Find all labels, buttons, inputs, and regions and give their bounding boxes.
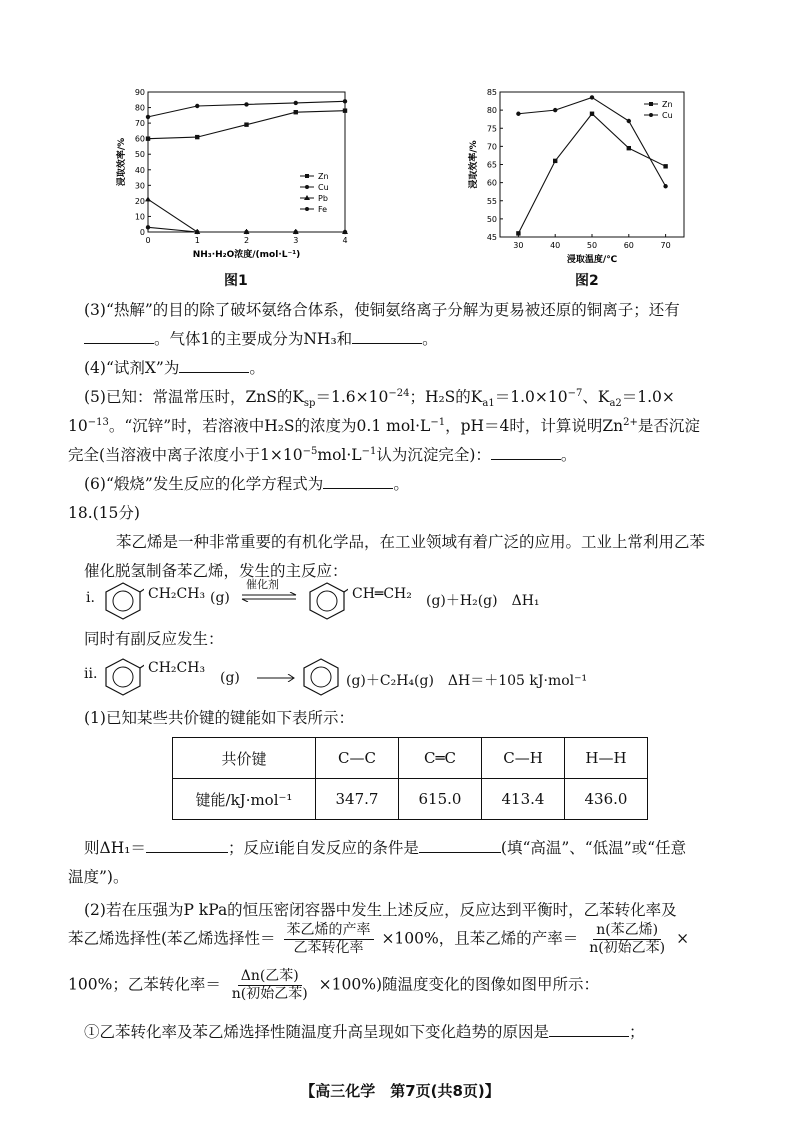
x-tick-label: 3 bbox=[293, 236, 299, 245]
answer-blank[interactable] bbox=[549, 1022, 629, 1037]
data-point bbox=[195, 135, 199, 139]
q18-part-1-question: 则ΔH₁＝ ；反应ⅰ能自发反应的条件是 (填“高温”、“低温”或“任意 bbox=[84, 839, 687, 857]
data-point bbox=[590, 95, 594, 99]
answer-blank[interactable] bbox=[179, 358, 249, 373]
q3-line-1: (3)“热解”的目的除了破坏氨络合体系，使铜氨络离子分解为更易被还原的铜离子；还有 bbox=[84, 301, 680, 319]
y-tick-label: 20 bbox=[134, 196, 145, 206]
data-point bbox=[145, 196, 151, 201]
legend-marker bbox=[305, 174, 309, 178]
x-tick-label: 40 bbox=[550, 241, 561, 250]
data-point bbox=[663, 164, 667, 168]
legend-marker bbox=[649, 102, 653, 106]
x-axis-label: 浸取温度/℃ bbox=[566, 255, 618, 265]
data-point bbox=[663, 184, 667, 188]
q3-line-2: 。气体1的主要成分为NH₃和 。 bbox=[84, 327, 438, 349]
y-tick-label: 40 bbox=[134, 165, 145, 175]
fraction: $\frac{\text{n(苯乙烯)}}{\text{n(初始乙苯)}}$ bbox=[589, 922, 666, 956]
y-axis-label: 浸取效率/% bbox=[117, 137, 127, 187]
y-tick-label: 70 bbox=[134, 119, 145, 129]
x-tick-label: 30 bbox=[513, 241, 524, 250]
data-point bbox=[343, 99, 347, 103]
benzene-ring-icon bbox=[102, 656, 144, 696]
series-line-zn bbox=[518, 114, 665, 234]
q5-line-3: 完全(当溶液中离子浓度小于$1\times 10^{-5}mol\cdot L^{-1}$认为沉淀完全)： 。 bbox=[68, 445, 577, 464]
y-tick-label: 50 bbox=[486, 214, 497, 224]
table-cell: 347.7 bbox=[316, 779, 399, 820]
q18-heading: 18.(15分) bbox=[68, 504, 140, 522]
data-point bbox=[627, 119, 631, 123]
answer-blank[interactable] bbox=[146, 838, 228, 853]
reaction-arrow-icon bbox=[256, 674, 296, 682]
fraction: $\frac{\text{Δn(乙苯)}}{\text{n(初始乙苯)}}$ bbox=[231, 968, 308, 1002]
table-row bbox=[173, 738, 648, 779]
x-tick-label: 60 bbox=[623, 241, 634, 250]
q18-intro-1: 苯乙烯是一种非常重要的有机化学品，在工业领域有着广泛的应用。工业上常利用乙苯 bbox=[116, 533, 706, 551]
answer-blank[interactable] bbox=[352, 329, 422, 344]
side-reaction-label: 同时有副反应发生： bbox=[84, 630, 224, 648]
data-point bbox=[244, 230, 248, 234]
data-point bbox=[195, 230, 199, 234]
y-tick-label: 45 bbox=[486, 233, 497, 242]
equilibrium-arrow-icon bbox=[240, 592, 298, 602]
legend-marker bbox=[305, 185, 309, 189]
data-point bbox=[553, 159, 557, 163]
reaction-ii: ⅱ. CH₂CH₃ (g) (g)＋C₂H₄(g) ΔH＝＋105 kJ·mol⁻¹ bbox=[84, 654, 784, 700]
answer-blank[interactable] bbox=[419, 838, 501, 853]
y-tick-label: 90 bbox=[134, 88, 145, 97]
table-header: C═C bbox=[399, 738, 482, 779]
data-point bbox=[516, 112, 520, 116]
y-tick-label: 0 bbox=[139, 228, 145, 237]
figure-2-chart bbox=[448, 84, 698, 269]
answer-blank[interactable] bbox=[84, 329, 154, 344]
data-point bbox=[146, 115, 150, 119]
y-tick-label: 60 bbox=[486, 178, 497, 188]
benzene-ring-icon bbox=[306, 580, 348, 620]
answer-blank[interactable] bbox=[491, 445, 561, 460]
data-point bbox=[244, 102, 248, 106]
table-header: C—H bbox=[482, 738, 565, 779]
q18-part-2-line-2: 苯乙烯选择性(苯乙烯选择性＝ $\frac{\text{苯乙烯的产率}}{\text{乙苯转化率}}$ ×100%，且苯乙烯的产率＝ $\frac{\text{n(苯乙烯)}}{\text{n(初始乙苯)}}$ × bbox=[68, 922, 690, 956]
series-line-pb bbox=[148, 199, 345, 232]
data-point bbox=[590, 112, 594, 116]
y-tick-label: 50 bbox=[134, 150, 145, 160]
table-header: C—C bbox=[316, 738, 399, 779]
legend-marker bbox=[305, 207, 309, 211]
y-tick-label: 10 bbox=[134, 212, 145, 222]
table-cell: 615.0 bbox=[399, 779, 482, 820]
legend-label: Fe bbox=[318, 205, 328, 214]
x-tick-label: 2 bbox=[243, 236, 250, 245]
data-point bbox=[553, 108, 557, 112]
benzene-ring-icon bbox=[300, 656, 342, 696]
y-axis-label: 浸取效率/% bbox=[469, 140, 479, 189]
series-line-cu bbox=[518, 97, 665, 186]
fraction: $\frac{\text{苯乙烯的产率}}{\text{乙苯转化率}}$ bbox=[284, 922, 374, 957]
benzene-ring-icon bbox=[102, 580, 144, 620]
figure-1-caption: 图1 bbox=[224, 273, 248, 289]
y-tick-label: 55 bbox=[486, 196, 497, 206]
y-tick-label: 85 bbox=[486, 88, 497, 97]
figure-1-chart bbox=[100, 84, 360, 269]
data-point bbox=[244, 122, 248, 126]
bond-energy-table bbox=[172, 737, 648, 820]
table-cell: 键能/kJ·mol⁻¹ bbox=[173, 779, 316, 820]
legend-label: Zn bbox=[318, 172, 329, 181]
answer-blank[interactable] bbox=[323, 474, 393, 489]
legend-label: Cu bbox=[318, 183, 329, 192]
table-row bbox=[173, 779, 648, 820]
legend-label: Pb bbox=[318, 194, 328, 203]
q5-line-1: (5)已知：常温常压时，ZnS的$K_{sp}=1.6\times 10^{-24}$；H₂S的$K_{a1}=1.0\times 10^{-7}$、$K_{a2}=1.0\times$ bbox=[84, 387, 675, 410]
y-tick-label: 30 bbox=[134, 181, 145, 191]
y-tick-label: 65 bbox=[486, 160, 497, 170]
table-cell: 436.0 bbox=[565, 779, 648, 820]
table-header: H—H bbox=[565, 738, 648, 779]
x-tick-label: 50 bbox=[586, 241, 598, 250]
legend-label: Zn bbox=[662, 100, 673, 109]
data-point bbox=[294, 101, 298, 105]
data-point bbox=[146, 136, 150, 140]
data-point bbox=[195, 104, 199, 108]
q18-part-1: (1)已知某些共价键的键能如下表所示： bbox=[84, 709, 354, 727]
q18-part-2-question-1: ①乙苯转化率及苯乙烯选择性随温度升高呈现如下变化趋势的原因是 ； bbox=[84, 1023, 645, 1041]
y-tick-label: 80 bbox=[486, 106, 497, 116]
y-tick-label: 80 bbox=[134, 103, 145, 113]
q4-line: (4)“试剂X”为 。 bbox=[84, 359, 265, 377]
x-tick-label: 1 bbox=[194, 236, 200, 245]
legend-marker bbox=[649, 113, 653, 117]
x-tick-label: 70 bbox=[660, 241, 671, 250]
x-tick-label: 0 bbox=[145, 236, 151, 245]
table-header: 共价键 bbox=[173, 738, 316, 779]
data-point bbox=[516, 231, 520, 235]
q5-line-2: $10^{-13}$。“沉锌”时，若溶液中H₂S的浓度为0.1 $mol\cdot L^{-1}$，pH＝4时，计算说明$Zn^{2+}$是否沉淀 bbox=[68, 416, 700, 435]
data-point bbox=[294, 110, 298, 114]
reaction-i: ⅰ. CH₂CH₃ (g) 催化剂 CH═CH₂ (g)＋H₂(g) ΔH₁ bbox=[84, 578, 784, 624]
plot-frame bbox=[148, 92, 345, 232]
q18-part-1-question-cont: 温度”)。 bbox=[68, 868, 129, 886]
y-tick-label: 60 bbox=[134, 134, 145, 144]
data-point bbox=[294, 230, 298, 234]
page-footer: 【高三化学 第7页(共8页)】 bbox=[300, 1082, 500, 1100]
data-point bbox=[146, 225, 150, 229]
data-point bbox=[343, 230, 347, 234]
x-axis-label: NH₃·H₂O浓度/(mol·L⁻¹) bbox=[192, 250, 301, 260]
table-cell: 413.4 bbox=[482, 779, 565, 820]
data-point bbox=[343, 108, 347, 112]
data-point bbox=[627, 146, 631, 150]
q18-part-2-line-3: 100%；乙苯转化率＝ $\frac{\text{Δn(乙苯)}}{\text{n(初始乙苯)}}$ ×100%)随温度变化的图像如图甲所示： bbox=[68, 968, 600, 1002]
figure-2-caption: 图2 bbox=[575, 273, 599, 289]
q18-part-2-line-1: (2)若在压强为P kPa的恒压密闭容器中发生上述反应，反应达到平衡时，乙苯转化率及 bbox=[84, 901, 677, 919]
y-tick-label: 70 bbox=[486, 142, 497, 152]
x-tick-label: 4 bbox=[342, 236, 348, 245]
q18-intro-2: 催化脱氢制备苯乙烯，发生的主反应： bbox=[84, 562, 348, 580]
y-tick-label: 75 bbox=[486, 124, 497, 134]
legend-label: Cu bbox=[662, 111, 673, 120]
q6-line: (6)“煅烧”发生反应的化学方程式为 。 bbox=[84, 475, 409, 493]
